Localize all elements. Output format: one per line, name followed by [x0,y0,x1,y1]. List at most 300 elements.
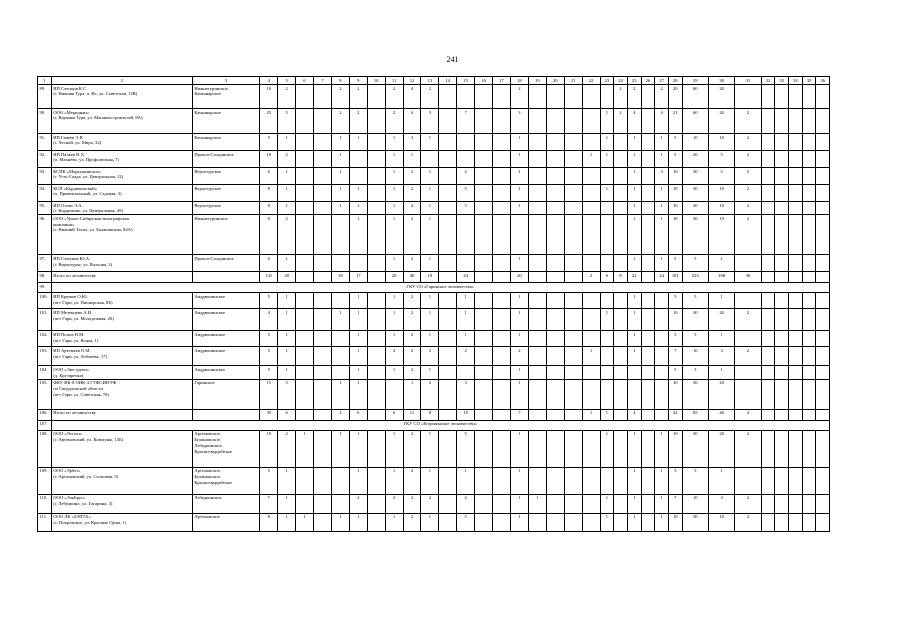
empty-cell [775,309,789,331]
column-number: 35 [802,77,816,85]
value-cell: 1 [627,331,641,347]
empty-cell [564,293,582,309]
empty-cell [582,467,600,494]
value-cell: 2 [278,85,296,109]
empty-cell [296,85,314,109]
value-cell: 1 [627,513,641,531]
empty-cell [788,379,802,409]
empty-cell [802,151,816,168]
value-cell: 5 [682,331,708,347]
empty-cell [614,185,628,202]
empty-cell [775,134,789,151]
organization-line: КСП «Кордюковский» [53,185,98,191]
empty-cell [641,331,655,347]
empty-cell [564,347,582,366]
value-cell: 2 [403,494,421,513]
empty-cell [627,366,641,379]
organization-cell [51,467,192,494]
empty-cell [816,379,830,409]
organization-cell [51,109,192,134]
empty-cell [788,293,802,309]
value-cell: 15 [260,379,278,409]
value-cell: 1 [385,513,403,531]
value-cell: 7 [668,347,682,366]
value-cell: 5 [260,293,278,309]
value-cell: 1 [296,430,314,467]
value-cell: 2 [582,272,600,283]
district-cell [192,379,259,409]
value-cell: 1 [331,185,349,202]
empty-cell [641,215,655,255]
organization-cell [51,331,192,347]
empty-cell [788,309,802,331]
value-cell: 1 [627,134,641,151]
empty-cell [564,272,582,283]
organization-cell [51,202,192,215]
value-cell: 10 [668,168,682,185]
district-line: Лебедкинское [194,495,222,501]
empty-cell [457,134,475,151]
value-cell: 10 [260,151,278,168]
district-line: Красногвардейское [194,479,233,485]
district-cell [192,293,259,309]
empty-cell [816,272,830,283]
empty-cell [735,467,761,494]
column-number: 18 [510,77,528,85]
empty-cell [296,255,314,272]
value-cell: 2 [385,85,403,109]
value-cell: 1 [582,151,600,168]
table-row [38,202,844,215]
empty-cell [546,409,564,420]
empty-cell [775,255,789,272]
empty-cell [546,168,564,185]
empty-cell [775,467,789,494]
empty-cell [564,134,582,151]
empty-cell [802,134,816,151]
district-line: Прокоп-Салдинское [194,151,234,157]
empty-cell [761,379,775,409]
empty-cell [816,430,830,467]
value-cell: 5 [457,185,475,202]
value-cell: 2 [421,379,439,409]
value-cell: 19 [421,272,439,283]
empty-cell [296,272,314,283]
empty-cell [493,168,511,185]
column-number: 23 [600,77,614,85]
value-cell: 39 [260,409,278,420]
empty-cell [775,85,789,109]
empty-cell [582,255,600,272]
empty-cell [788,185,802,202]
empty-cell [788,331,802,347]
value-cell: 46 [708,409,734,420]
value-cell: 2 [403,202,421,215]
organization-cell [51,272,192,283]
district-cell [192,109,259,134]
value-cell: 20 [708,430,734,467]
empty-cell [564,331,582,347]
empty-cell [331,494,349,513]
empty-cell [582,494,600,513]
empty-cell [493,331,511,347]
empty-cell [641,409,655,420]
value-cell: 1 [349,185,367,202]
value-cell: 2 [403,215,421,255]
organization-line: ООО «Эко-групп» [53,366,90,372]
empty-cell [475,366,493,379]
empty-cell [367,331,385,347]
empty-cell [761,151,775,168]
empty-cell [296,293,314,309]
empty-cell [475,202,493,215]
value-cell: 8 [421,409,439,420]
value-cell: 60 [682,85,708,109]
value-cell: 2 [627,85,641,109]
empty-cell [655,409,669,420]
table-row [38,215,844,255]
district-cell [192,366,259,379]
empty-cell [493,293,511,309]
value-cell: 1 [385,430,403,467]
empty-cell [475,151,493,168]
empty-cell [802,430,816,467]
empty-cell [439,185,457,202]
value-cell: 85 [682,409,708,420]
empty-cell [788,109,802,134]
value-cell: 1 [528,494,546,513]
value-cell: 1 [331,202,349,215]
value-cell: 181 [668,272,682,283]
value-cell: 1 [385,309,403,331]
empty-cell [802,494,816,513]
value-cell: 5 [668,366,682,379]
empty-cell [367,272,385,283]
empty-cell [816,331,830,347]
value-cell: 1 [385,134,403,151]
empty-cell [439,168,457,185]
empty-cell [775,202,789,215]
value-cell: 1 [278,331,296,347]
value-cell: 1 [331,151,349,168]
column-number: 32 [761,77,775,85]
value-cell: 1 [349,293,367,309]
column-number: 21 [564,77,582,85]
empty-cell [816,109,830,134]
empty-cell [296,494,314,513]
organization-line: (г. Верхотурье, ул. Вольова, 3) [53,261,113,267]
table-row [38,85,844,109]
organization-line: ИП Крюков О.Ю. [53,293,88,299]
empty-cell [528,255,546,272]
value-cell: 1 [457,331,475,347]
empty-cell [457,215,475,255]
empty-cell [775,366,789,379]
empty-cell [296,109,314,134]
empty-cell [475,467,493,494]
value-cell: 8 [260,202,278,215]
empty-cell [475,309,493,331]
value-cell: 1 [421,202,439,215]
empty-cell [385,379,403,409]
district-line: Нижнетуринское, [194,85,229,91]
value-cell: 3 [655,168,669,185]
empty-cell [775,272,789,283]
value-cell: 1 [600,513,614,531]
organization-cell [51,494,192,513]
value-cell: 10 [668,309,682,331]
district-line: Андрюшинское [194,309,226,315]
empty-cell [761,309,775,331]
row-number: 107. [38,420,52,430]
value-cell: 2 [735,215,761,255]
empty-cell [367,151,385,168]
empty-cell [546,467,564,494]
value-cell: 30 [682,513,708,531]
value-cell: 1 [510,255,528,272]
empty-cell [802,467,816,494]
value-cell: 10 [668,215,682,255]
empty-cell [314,293,332,309]
district-cell [192,272,259,283]
empty-cell [614,151,628,168]
empty-cell [761,255,775,272]
district-line: Верхотурское [194,185,222,191]
empty-cell [475,215,493,255]
empty-cell [802,293,816,309]
empty-cell [816,366,830,379]
district-line: Андрюшинское [194,366,226,372]
empty-cell [788,202,802,215]
empty-cell [582,513,600,531]
value-cell: 10 [668,513,682,531]
empty-cell [614,331,628,347]
value-cell: 1 [349,513,367,531]
organization-cell [51,168,192,185]
empty-cell [296,366,314,379]
empty-cell [457,85,475,109]
empty-cell [528,109,546,134]
empty-cell [600,215,614,255]
value-cell: 8 [260,215,278,255]
empty-cell [528,467,546,494]
empty-cell [788,494,802,513]
value-cell: 5 [668,293,682,309]
value-cell: 1 [627,494,641,513]
empty-cell [314,151,332,168]
table-row [38,467,844,494]
column-number: 28 [668,77,682,85]
empty-cell [331,293,349,309]
value-cell: 5 [278,379,296,409]
value-cell: 1 [403,151,421,168]
district-cell [192,168,259,185]
value-cell: 1 [510,430,528,467]
column-number: 27 [655,77,669,85]
empty-cell [439,215,457,255]
value-cell: 6 [278,409,296,420]
empty-cell [655,379,669,409]
value-cell: 2 [403,366,421,379]
empty-cell [546,366,564,379]
value-cell: 1 [627,293,641,309]
empty-cell [493,215,511,255]
empty-cell [788,255,802,272]
value-cell: 1 [421,430,439,467]
value-cell: 11 [403,409,421,420]
column-number: 25 [627,77,641,85]
value-cell: 1 [708,331,734,347]
column-number: 10 [367,77,385,85]
empty-cell [802,202,816,215]
value-cell: 4 [260,309,278,331]
value-cell: 1 [296,513,314,531]
value-cell: 1 [510,331,528,347]
empty-cell [802,409,816,420]
organization-cell [51,85,192,109]
value-cell: 10 [457,409,475,420]
empty-cell [614,293,628,309]
empty-cell [367,409,385,420]
column-number: 2 [51,77,192,85]
value-cell: 2 [385,347,403,366]
value-cell: 1 [708,366,734,379]
value-cell: 22 [627,272,641,283]
empty-cell [546,309,564,331]
value-cell: 10 [260,85,278,109]
value-cell: 1 [385,202,403,215]
value-cell: 1 [708,293,734,309]
value-cell: 1 [278,255,296,272]
value-cell: 1 [421,467,439,494]
organization-line: (п. Махнёво, ул. Профсоюзная, 7) [53,157,120,163]
column-number: 16 [475,77,493,85]
organization-cell [51,255,192,272]
empty-cell [802,85,816,109]
row-number: 97. [38,255,52,272]
value-cell: 5 [457,202,475,215]
empty-cell [331,215,349,255]
table-row [38,366,844,379]
value-cell: 1 [627,347,641,366]
value-cell: 1 [655,134,669,151]
empty-cell [582,309,600,331]
empty-cell [564,366,582,379]
empty-cell [816,85,830,109]
organization-cell [51,347,192,366]
district-cell [192,331,259,347]
value-cell: 1 [600,409,614,420]
empty-cell [296,467,314,494]
empty-cell [641,347,655,366]
value-cell: 2 [331,409,349,420]
district-line: Качканарское [194,109,221,115]
value-cell: 5 [708,168,734,185]
empty-cell [546,513,564,531]
column-number-row [38,77,844,85]
value-cell: 4 [403,109,421,134]
empty-cell [761,409,775,420]
empty-cell [528,293,546,309]
row-number: 105. [38,379,52,409]
row-number: 101. [38,309,52,331]
district-line: Прокоп-Салдинское [194,255,234,261]
empty-cell [641,293,655,309]
value-cell: 2 [403,331,421,347]
empty-cell [367,347,385,366]
value-cell: 2 [735,151,761,168]
column-number: 29 [682,77,708,85]
organization-line: ИП Глазунов Ю.А. [53,255,91,261]
value-cell: 1 [510,379,528,409]
value-cell: 1 [349,430,367,467]
organization-cell [51,185,192,202]
empty-cell [641,513,655,531]
value-cell: 3 [421,109,439,134]
value-cell: 10 [682,347,708,366]
value-cell: 1 [655,185,669,202]
organization-line: (г. Артемовский, ул. Сосновая, 5) [53,474,119,480]
value-cell: 1 [278,185,296,202]
organization-line: Итого по лесничеству [53,410,97,416]
district-line: Верхотурское [194,202,222,208]
empty-cell [528,272,546,283]
value-cell: 2 [510,85,528,109]
empty-cell [528,379,546,409]
empty-cell [439,293,457,309]
empty-cell [546,379,564,409]
column-number: 30 [708,77,734,85]
empty-cell [788,151,802,168]
empty-cell [802,185,816,202]
value-cell: 2 [735,109,761,134]
value-cell: 1 [331,430,349,467]
organization-cell [51,379,192,409]
empty-cell [761,467,775,494]
empty-cell [296,168,314,185]
empty-cell [367,85,385,109]
organization-line: (п. Привокзальный, ул. Садовая, 3) [53,191,122,197]
value-cell: 2 [457,494,475,513]
empty-cell [614,379,628,409]
value-cell: 1 [627,168,641,185]
empty-cell [816,134,830,151]
empty-cell [439,202,457,215]
organization-cell [51,409,192,420]
empty-cell [296,151,314,168]
value-cell: 5 [260,366,278,379]
empty-cell [582,379,600,409]
empty-cell [582,293,600,309]
value-cell: 1 [349,347,367,366]
empty-cell [439,347,457,366]
value-cell: 10 [668,202,682,215]
empty-cell [528,331,546,347]
value-cell: 20 [708,379,734,409]
value-cell: 6 [349,409,367,420]
empty-cell [600,366,614,379]
empty-cell [314,215,332,255]
empty-cell [296,215,314,255]
empty-cell [528,85,546,109]
district-line: Лебедкинское, [194,442,223,448]
value-cell: 1 [600,430,614,467]
empty-cell [475,272,493,283]
empty-cell [349,168,367,185]
value-cell: 4 [627,109,641,134]
empty-cell [314,409,332,420]
empty-cell [367,309,385,331]
